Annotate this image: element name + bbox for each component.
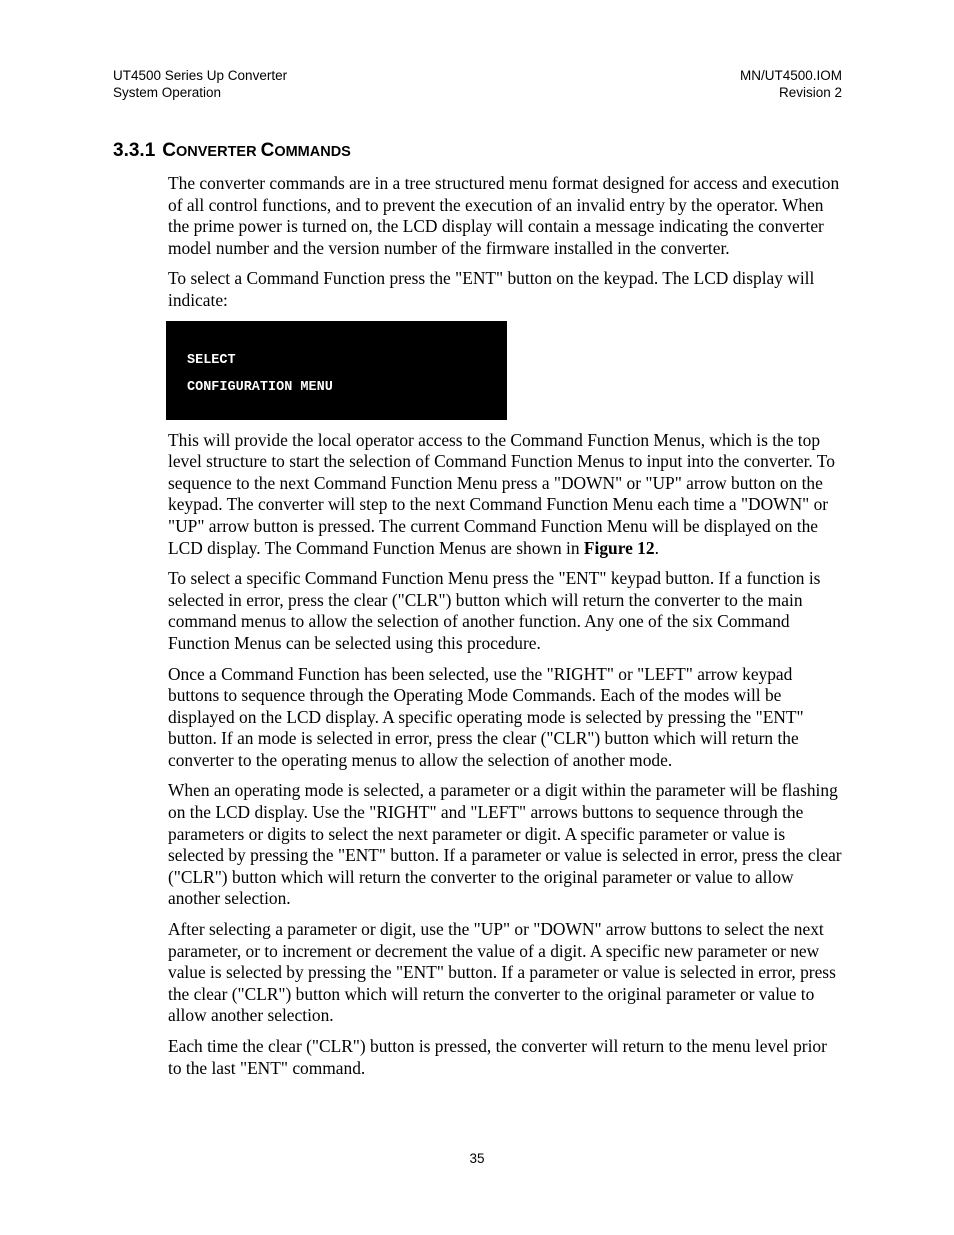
header-right	[740, 67, 842, 101]
paragraph-command-menus-text: This will provide the local operator access to the Command Function Menus, which is the top level structure to start the selection of Command Function Menus to input into the converter. To sequence to the next Command Function Menu press a "DOWN" or "UP" arrow button on the keypad. The converter will step to the next Command Function Menu each time a "DOWN" or "UP" arrow button is pressed. The current Command Function Menu will be displayed on the LCD display. The Command Function Menus are shown in	[168, 429, 835, 558]
section-heading	[113, 140, 351, 162]
lcd-line-1: SELECT	[187, 352, 236, 368]
page-footer	[0, 1151, 954, 1166]
section-number: 3.3.1	[113, 140, 156, 161]
paragraph-select-menu: To select a specific Command Function Menu press the "ENT" keypad button. If a function is selected in error, press the clear ("CLR") button which will return the converter to the main command menus to allow the selection of another function. Any one of the six Command Function Menus can be selected using this procedure.	[168, 568, 821, 653]
paragraph-select-command: To select a Command Function press the "ENT" button on the keypad. The LCD display will indicate:	[168, 268, 815, 310]
paragraph-operating-mode: Once a Command Function has been selected, use the "RIGHT" or "LEFT" arrow keypad buttons to sequence through the Operating Mode Commands. Each of the modes will be displayed on the LCD display. A specific operating mode is selected by pressing the "ENT" button. If an mode is selected in error, press the clear ("CLR") button which will return the converter to the operating menus to allow the selection of another mode.	[168, 663, 804, 770]
header-document-number: MN/UT4500.IOM	[739, 68, 842, 83]
figure-reference: Figure 12	[583, 537, 655, 558]
body-text	[168, 173, 844, 1088]
lcd-line-2: CONFIGURATION MENU	[187, 379, 333, 395]
lcd-display	[166, 321, 507, 420]
section-title-rest-2: OMMANDS	[274, 144, 351, 160]
header-chapter-title: System Operation	[113, 85, 222, 100]
paragraph-intro: The converter commands are in a tree structured menu format designed for access and execution of all control functions, and to prevent the execution of an invalid entry by the operator. When the prime power is turned on, the LCD display will contain a message indicating the converter model number and the version number of the firmware installed in the converter.	[168, 173, 840, 258]
paragraph-parameter-select: When an operating mode is selected, a parameter or a digit within the parameter will be flashing on the LCD display. Use the "RIGHT" and "LEFT" arrows buttons to sequence through the parameters or digits to select the next parameter or digit. A specific parameter or value is selected by pressing the "ENT" button. If a parameter or value is selected in error, press the clear ("CLR") button which will return the converter to the original parameter or value to allow another selection.	[168, 780, 842, 909]
section-title-initial-1: C	[162, 140, 176, 161]
page-number: 35	[469, 1151, 485, 1166]
header-document-title: UT4500 Series Up Converter	[113, 68, 288, 83]
header-left	[113, 67, 287, 101]
paragraph-parameter-change: After selecting a parameter or digit, use the "UP" or "DOWN" arrow buttons to select the next parameter, or to increment or decrement the value of a digit. A specific new parameter or new value is selected by pressing the "ENT" button. If a parameter or value is selected in error, press the clear ("CLR") button which will return the converter to the original parameter or value to allow another selection.	[168, 919, 836, 1026]
section-title-rest-1: ONVERTER	[176, 144, 261, 160]
paragraph-command-menus-end: .	[654, 537, 659, 558]
paragraph-clear-button: Each time the clear ("CLR") button is pressed, the converter will return to the menu level prior to the last "ENT" command.	[168, 1036, 827, 1078]
section-title-initial-2: C	[260, 140, 275, 161]
paragraph-command-menus	[168, 430, 844, 560]
header-revision: Revision 2	[778, 85, 842, 100]
